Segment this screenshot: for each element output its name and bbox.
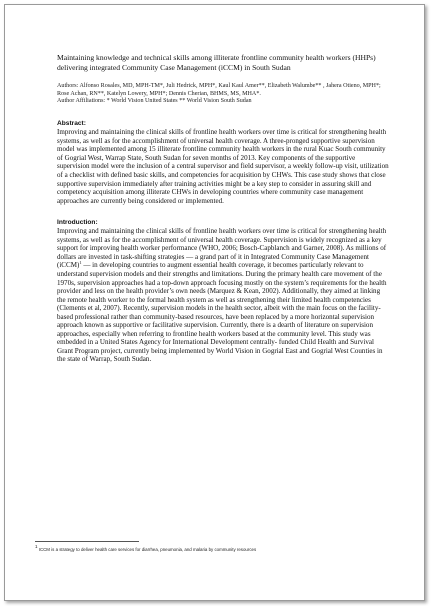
introduction-text-part-1: Improving and maintaining the clinical skills of frontline health workers over time is critical for strengthening health systems, as well as for the accomplishment of universal health coverage. Supervision is widely recognized as a key support for improving health worker performance (WHO, 2006; Bosch-Capblanch and Garner, 2008). As millions of dollars are invested in task-shifting strategies — a grand part of it in Integrated Community Case Management (iCCM) xyxy=(57,227,387,270)
introduction-text xyxy=(57,227,389,364)
footnote-text: ICCM is a strategy to deliver health care services for diarrhea, pneumonia, and malaria by community resources xyxy=(37,547,257,552)
document-title: Maintaining knowledge and technical skills among illiterate frontline community health workers (HHPs) delivering integrated Community Case Management (iCCM) in South Sudan xyxy=(57,53,376,73)
footnote xyxy=(35,544,257,552)
author-affiliations: Author Affiliations: * World Vision United States ** World Vision South Sudan xyxy=(57,98,252,104)
footnote-divider xyxy=(35,541,139,542)
abstract-text: Improving and maintaining the clinical skills of frontline health workers over time is critical for strengthening health systems, as well as for the accomplishment of universal health coverage. A three-pronged supportive supervision model was implemented among 15 illiterate frontline community health workers in the rural Kuac South community of Gogrial West, Warrap State, South Sudan for seven months of 2013. Key components of the supportive supervision model were the inclusion of a central supervisor and field supervisor, a weekly follow-up visit, utilization of a checklist with defined basic skills, and competencies for acquisition by CHWs. This case study shows that close supportive supervision immediately after training activities might be a key step to consider in assuring skill and competency acquisition among illiterate CHWs in developing countries where community case management approaches are currently being considered or implemented. xyxy=(57,128,389,205)
footnote-marker: 1 xyxy=(35,544,38,549)
abstract-heading: Abstract: xyxy=(57,120,86,128)
page-content xyxy=(57,53,389,364)
footnote-reference: 1 xyxy=(79,260,82,266)
introduction-text-part-2: — in developing countries to augment essential health coverage, it becomes particularly relevant to understand supervision models and their strengths and limitations. During the primary health care movement of the 1970s, supervision approaches had a top-down approach focusing mostly on the system’s requirements for the health provider and less on the health provider’s own needs (Marquez & Kean, 2002). Additionally, they aimed at linking the remote health worker to the formal health system as well as strengthening their limited health competencies (Clements et al, 2007). Recently, supervision models in the health sector, albeit with the main focus on the facility-based professional rather than community-based resources, have been replaced by a more horizontal supervision approach known as supportive or facilitative supervision. Currently, there is a dearth of literature on supervision approaches, especially when referring to frontline health workers based at the community level. This study was embedded in a United States Agency for International Development centrally- funded Child Health and Survival Grant Program project, currently being implemented by World Vision in Gogrial East and Gogrial West Counties in the state of Warrap, South Sudan. xyxy=(57,261,387,364)
author-list: Authors: Alfonso Rosales, MD, MPH-TM*, Juli Hedrick, MPH*, Kaul Kaul Amer**, Elizabeth Walumbe** , Jahera Otieno, MPH*; Rose Achan, RN**, Katelyn Lowery, MPH*; Dennis Cherian, BHMS, MS, MHA*. xyxy=(57,83,381,97)
introduction-heading: Introduction: xyxy=(57,219,98,227)
document-page xyxy=(4,4,425,601)
